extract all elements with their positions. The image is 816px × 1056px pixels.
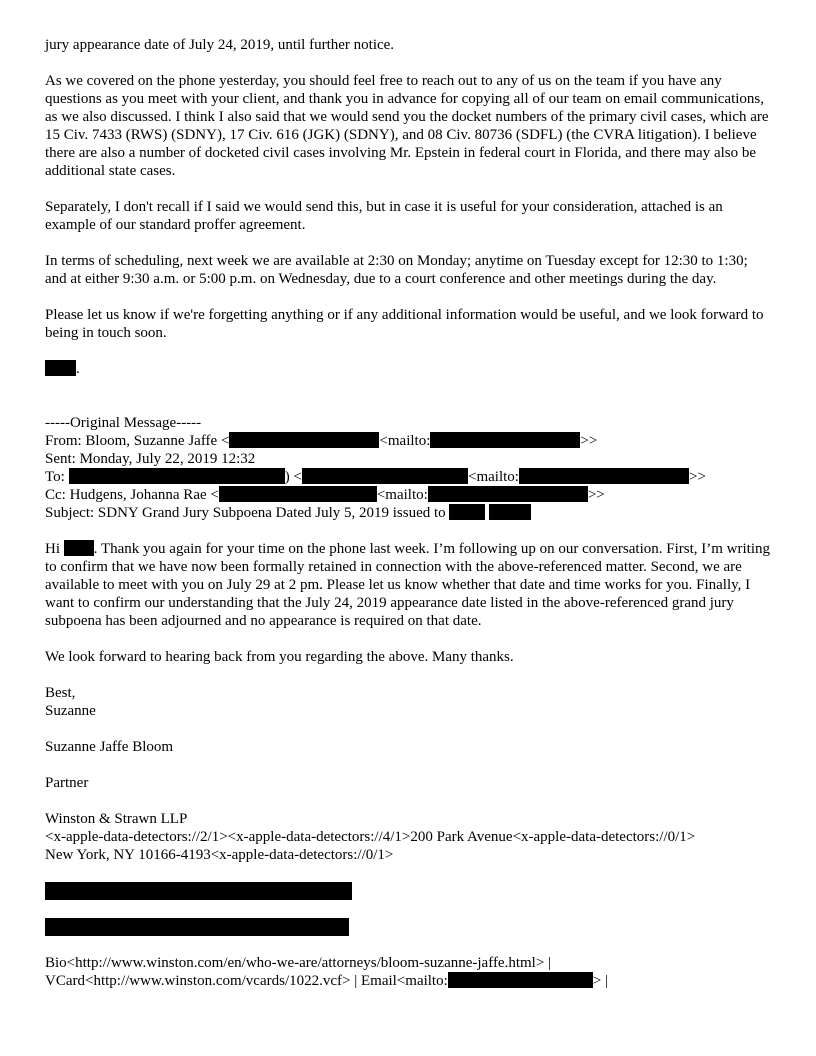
cc-line: Cc: Hudgens, Johanna Rae < <mailto: >> <box>45 487 605 503</box>
signature-first-name: Suzanne <box>45 703 96 719</box>
redaction-bar <box>449 504 485 520</box>
signature-block <box>45 684 773 990</box>
redaction-bar <box>448 972 593 988</box>
signoff: . <box>45 360 773 378</box>
continued-text: jury appearance date of July 24, 2019, until further notice. <box>45 37 395 53</box>
to-line: To: ) < <mailto: >> <box>45 469 706 485</box>
redaction-bar <box>64 540 94 556</box>
bio-link[interactable]: Bio<http://www.winston.com/en/who-we-are/attorneys/bloom-suzanne-jaffe.html> | <box>45 955 552 971</box>
redaction-bar <box>302 468 468 484</box>
subject-line: Subject: SDNY Grand Jury Subpoena Dated July 5, 2019 issued to <box>45 504 773 522</box>
redaction-bar <box>519 468 689 484</box>
sent-line: Sent: Monday, July 22, 2019 12:32 <box>45 451 256 467</box>
original-message-separator: -----Original Message----- <box>45 415 202 431</box>
signature-title: Partner <box>45 775 89 791</box>
redaction-block <box>45 882 352 900</box>
signature-closing: Best, <box>45 685 76 701</box>
redaction-bar <box>45 360 76 376</box>
email-document <box>45 36 773 990</box>
redaction-block <box>45 918 349 936</box>
original-body-paragraph: We look forward to hearing back from you regarding the above. Many thanks. <box>45 649 514 665</box>
from-line: From: Bloom, Suzanne Jaffe < <mailto: >> <box>45 433 598 449</box>
signature-full-name: Suzanne Jaffe Bloom <box>45 739 174 755</box>
redaction-bar <box>430 432 580 448</box>
body-paragraph: As we covered on the phone yesterday, you should feel free to reach out to any of us on the team if you have any questions as you meet with your client, and thank you in advance for copying all of our team on email communications, as we also discussed. I think I also said that we would send you the docket numbers of the primary civil cases, which are 15 Civ. 7433 (RWS) (SDNY), 17 Civ. 616 (JGK) (SDNY), and 08 Civ. 80736 (SDFL) (the CVRA litigation). I believe there are also a number of docketed civil cases involving Mr. Epstein in federal court in Florida, and there may also be additional state cases. <box>45 73 769 179</box>
vcard-email-line[interactable]: VCard<http://www.winston.com/vcards/1022.vcf> | Email<mailto: > | <box>45 973 608 989</box>
body-paragraph: Please let us know if we're forgetting anything or if any additional information would be useful, and we look forward to being in touch soon. <box>45 307 764 341</box>
body-paragraph: Separately, I don't recall if I said we would send this, but in case it is useful for your consideration, attached is an example of our standard proffer agreement. <box>45 199 723 233</box>
original-message-header <box>45 414 773 522</box>
redaction-bar <box>219 486 377 502</box>
redaction-bar <box>229 432 379 448</box>
signature-address-line1: <x-apple-data-detectors://2/1><x-apple-data-detectors://4/1>200 Park Avenue<x-apple-data-detectors://0/1> <box>45 829 696 845</box>
redaction-bar <box>489 504 531 520</box>
signature-firm: Winston & Strawn LLP <box>45 811 188 827</box>
original-body-paragraph: Hi . Thank you again for your time on the phone last week. I’m following up on our conversation. First, I’m writing to confirm that we have now been formally retained in connection with the above-referenced matter. Second, we are available to meet with you on July 29 at 2 pm. Please let us know whether that date and time works for you. Finally, I want to confirm our understanding that the July 24, 2019 appearance date listed in the above-referenced grand jury subpoena has been adjourned and no appearance is required on that date. <box>45 541 771 629</box>
redaction-bar <box>69 468 285 484</box>
signature-address-line2: New York, NY 10166-4193<x-apple-data-detectors://0/1> <box>45 847 394 863</box>
body-paragraph: In terms of scheduling, next week we are available at 2:30 on Monday; anytime on Tuesday except for 12:30 to 1:30; and at either 9:30 a.m. or 5:00 p.m. on Wednesday, due to a court conference and other meetings during the day. <box>45 253 748 287</box>
redaction-bar <box>428 486 588 502</box>
